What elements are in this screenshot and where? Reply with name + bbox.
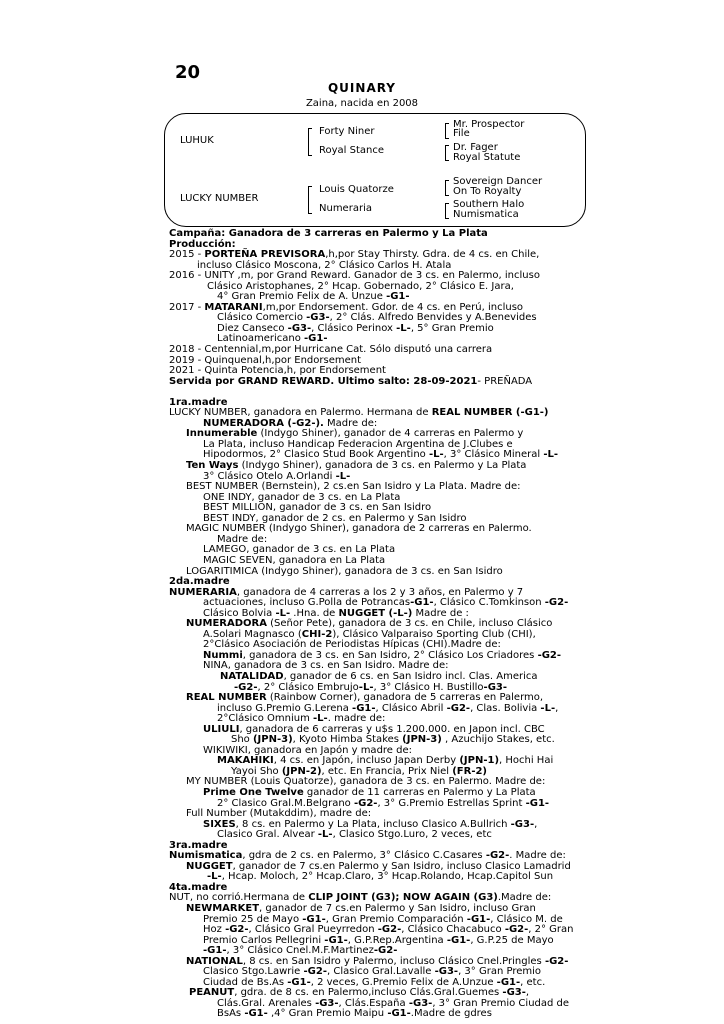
text-segment: LAMEGO, ganador de 3 cs. en La Plata xyxy=(203,544,396,556)
text-line xyxy=(169,830,569,841)
text-segment: -G1- xyxy=(410,597,434,609)
text-segment: actuaciones, incluso G.Polla de Potrancas xyxy=(203,597,411,609)
text-segment: Hipodormos, 2° Clasico Stud Book Argentino xyxy=(203,449,429,461)
text-segment: Clasico Stgo.Lawrie xyxy=(203,966,304,978)
text-segment: -G3- xyxy=(483,681,508,693)
text-segment: NATIONAL xyxy=(186,955,243,967)
text-segment: , Hochi Hai xyxy=(499,755,554,767)
horse-name: QUINARY xyxy=(327,81,396,95)
text-segment: -L- xyxy=(396,322,411,334)
text-segment: -L- xyxy=(275,607,291,619)
text-segment: Producción: xyxy=(169,238,236,250)
text-segment: , ganadora de 6 carreras y u$s 1.200.000. en Japon incl. CBC xyxy=(239,723,545,735)
pedigree-box xyxy=(164,113,586,227)
text-segment: -G2- xyxy=(537,649,562,661)
text-segment: -G1- xyxy=(525,797,550,809)
text-segment: REAL NUMBER (-G1-) xyxy=(431,407,549,419)
text-segment: BEST MILLION, ganador de 3 cs. en San Isidro xyxy=(203,502,432,514)
text-segment: 4ta.madre xyxy=(169,881,228,893)
text-segment: Premio 25 de Mayo xyxy=(203,913,303,925)
text-segment: -G1- xyxy=(302,913,326,925)
text-segment: , 2° Gran xyxy=(528,924,574,936)
text-segment: Clás.Gral. Arenales xyxy=(217,997,316,1009)
text-segment: 2°Clásico Omnium xyxy=(217,713,314,725)
text-segment: La Plata, incluso Handicap Federacion Argentina de J.Clubes e xyxy=(203,438,513,450)
text-segment: BEST INDY, ganador de 2 cs. en Palermo y San Isidro xyxy=(203,512,467,524)
text-segment: MY NUMBER (Louis Quatorze), ganadora de 3 cs. en Palermo. Madre de: xyxy=(186,776,546,788)
text-segment: , Kyoto Himba Stakes xyxy=(292,734,403,746)
text-segment: -G1- xyxy=(244,1008,268,1020)
text-segment: Clásico Comercio xyxy=(217,312,307,324)
text-segment: , Clas. Bolivia xyxy=(470,702,541,714)
text-segment: 1ra.madre xyxy=(169,396,228,408)
text-segment: BEST NUMBER (Bernstein), 2 cs.en San Isidro y La Plata. Madre de: xyxy=(186,481,521,493)
text-segment: -G1- xyxy=(304,333,328,345)
text-segment: Sho xyxy=(231,734,253,746)
text-segment: , 3° G.Premio Estrellas Sprint xyxy=(377,797,526,809)
text-segment: -G2- xyxy=(373,945,398,957)
text-segment: Clasico Gral. Alvear xyxy=(217,829,318,841)
text-segment: 2°Clásico Asociación de Periodistas Hípicas (CHI).Madre de: xyxy=(203,639,501,651)
text-segment: , Clasico Stgo.Luro, 2 veces, etc xyxy=(332,829,492,841)
text-segment: (Indygo Shiner), ganadora de 3 cs. en Palermo y La Plata xyxy=(238,460,527,472)
text-segment: -G2- xyxy=(377,924,402,936)
text-segment: 2017 - xyxy=(169,301,205,313)
text-segment: CHI-2 xyxy=(301,628,333,640)
text-segment: -G2- xyxy=(446,702,471,714)
text-segment: , ganadora de 3 cs. en San Isidro, 2° Clásico Los Criadores xyxy=(242,649,538,661)
text-segment: , ganador de 7 cs.en Palermo y San Isidro, incluso Gran xyxy=(259,903,536,914)
text-segment: -L- xyxy=(428,449,444,461)
text-segment: (JPN-2) xyxy=(281,765,322,777)
text-segment: BsAs xyxy=(217,1008,245,1020)
pedigree-dam-dam: Numeraria xyxy=(319,203,372,214)
pedigree-sire: LUHUK xyxy=(180,135,214,146)
text-segment: Madre de: xyxy=(323,417,378,429)
text-segment: ,4° Gran Premio Maipu xyxy=(267,1008,388,1020)
text-segment: MATARANI xyxy=(204,301,263,313)
text-segment: 2021 - Quinta Potencia,h, por Endorsement xyxy=(169,365,386,377)
text-line xyxy=(169,387,569,398)
text-segment: -G1- xyxy=(324,934,348,946)
text-segment: Premio Carlos Pellegrini xyxy=(203,934,325,946)
text-segment: MAGIC NUMBER (Indygo Shiner), ganadora de 2 carreras en Palermo. xyxy=(186,523,532,535)
text-segment: ), Clásico Valparaiso Sporting Club (CHI), xyxy=(332,628,536,640)
text-segment: (Indygo Shiner), ganador de 4 carreras en Palermo y xyxy=(257,428,524,440)
text-segment: , etc. En Francia, Prix Niel xyxy=(321,765,453,777)
text-segment: Campaña: Ganadora de 3 carreras en Palermo y La Plata xyxy=(169,228,488,239)
text-segment: SIXES xyxy=(203,818,236,830)
text-segment: . Madre de: xyxy=(509,850,566,862)
text-segment: - PREÑADA xyxy=(477,375,533,387)
text-line xyxy=(169,872,569,883)
text-segment: , Hcap. Moloch, 2° Hcap.Claro, 3° Hcap.Rolando, Hcap.Capitol Sun xyxy=(221,871,554,883)
text-segment: Latinoamericano xyxy=(217,333,305,345)
pedigree-ddd: Numismatica xyxy=(453,209,519,220)
text-segment: , Clásico Gral Pueyrredon xyxy=(248,924,378,936)
text-segment: (Señor Pete), ganadora de 3 cs. en Chile, incluso Clásico xyxy=(266,618,553,630)
horse-subtitle: Zaina, nacida en 2008 xyxy=(305,98,419,109)
text-segment: Clásico Bolvia xyxy=(203,607,276,619)
text-segment: ganador de 11 carreras en Palermo y La Plata xyxy=(303,786,536,798)
text-segment: 2015 - xyxy=(169,249,205,261)
pedigree-dss: Sovereign Dancer xyxy=(453,176,543,187)
text-segment: MAKAHIKI xyxy=(217,755,274,767)
text-segment: A.Solari Magnasco ( xyxy=(203,628,302,640)
text-segment: 3ra.madre xyxy=(169,839,228,851)
pedigree-dam: LUCKY NUMBER xyxy=(180,193,259,204)
text-segment: , 3° Gran Premio Ciudad de xyxy=(432,997,570,1009)
text-segment: .Hna. de xyxy=(290,607,339,619)
text-segment: , Clás.España xyxy=(338,997,409,1009)
text-segment: 2019 - Quinquenal,h,por Endorsement xyxy=(169,354,362,366)
text-segment: 4° Gran Premio Felix de A. Unzue xyxy=(217,291,387,303)
pedigree-sds: Dr. Fager xyxy=(453,142,498,153)
text-segment: Madre de : xyxy=(412,607,469,619)
text-segment: -G3- xyxy=(502,987,526,999)
text-segment: ,m,por Endorsement. Gdor. de 4 cs. en Perú, incluso xyxy=(262,301,524,313)
text-segment: , xyxy=(534,818,538,830)
text-segment: , gdra de 2 cs. en Palermo, 3° Clásico C.Casares xyxy=(242,850,486,862)
text-segment: Ciudad de Bs.As xyxy=(203,976,288,988)
pedigree-ssd: File xyxy=(453,128,470,139)
text-segment: incluso G.Premio G.Lerena xyxy=(217,702,353,714)
text-segment: , Clasico Gral.Lavalle xyxy=(326,966,435,978)
text-segment: ,h,por Stay Thirsty. Gdra. de 4 cs. en Chile, xyxy=(325,249,540,261)
text-segment: PORTEÑA PREVISORA xyxy=(204,249,326,261)
text-segment: , G.P.25 de Mayo xyxy=(470,934,554,946)
text-segment: -G1- xyxy=(287,976,311,988)
text-segment: Full Number (Mutakddim), madre de: xyxy=(186,808,372,820)
text-segment: (JPN-1) xyxy=(459,755,500,767)
text-segment: REAL NUMBER xyxy=(186,692,267,704)
text-segment: , Azuchijo Stakes, etc. xyxy=(441,734,555,746)
text-segment: NEWMARKET xyxy=(186,903,260,914)
lot-number: 20 xyxy=(175,62,201,83)
text-segment: (JPN-3) xyxy=(252,734,293,746)
text-segment: -G3- xyxy=(510,818,535,830)
text-segment: , 3° Gran Premio xyxy=(458,966,542,978)
text-segment: LUCKY NUMBER, ganadora en Palermo. Hermana de xyxy=(169,407,432,419)
text-segment: , G.P.Rep.Argentina xyxy=(347,934,447,946)
text-segment: , xyxy=(525,987,530,999)
text-segment: Servida por GRAND REWARD. Ultimo salto: 28-09-2021 xyxy=(169,375,478,387)
text-segment: ONE INDY, ganador de 3 cs. en La Plata xyxy=(203,491,401,503)
text-segment: NUMERADORA (-G2-). xyxy=(203,417,324,429)
text-segment: , 3° Clásico Cnel.M.F.Martinez xyxy=(226,945,374,957)
pedigree-sdd: Royal Statute xyxy=(453,152,521,163)
pedigree-dds: Southern Halo xyxy=(453,199,525,210)
text-segment: -G3- xyxy=(287,322,312,334)
text-segment: , 8 cs. en Palermo y La Plata, incluso Clasico A.Bullrich xyxy=(235,818,511,830)
text-segment: , gdra. de 8 cs. en Palermo,incluso Clás.Gral.Guemes xyxy=(234,987,503,999)
text-segment: Innumerable xyxy=(186,428,258,440)
text-segment: PEANUT xyxy=(189,987,235,999)
text-segment: -L- xyxy=(317,829,333,841)
text-segment: Hoz xyxy=(203,924,226,936)
text-segment: , etc. xyxy=(520,976,546,988)
text-segment: -L- xyxy=(207,871,222,883)
text-segment: -G2- xyxy=(485,850,510,862)
text-segment: -L- xyxy=(335,470,351,482)
pedigree-sire-sire: Forty Niner xyxy=(319,126,375,137)
text-segment: -G3- xyxy=(408,997,433,1009)
text-segment: 2° Clasico Gral.M.Belgrano xyxy=(217,797,354,809)
pedigree-bracket xyxy=(308,186,312,214)
text-segment: 3° Clásico Otelo A.Orlandi xyxy=(203,470,336,482)
text-segment: Diez Canseco xyxy=(217,322,288,334)
text-segment: -G1- xyxy=(446,934,471,946)
text-segment: , Gran Premio Comparación xyxy=(325,913,467,925)
text-segment: -G3- xyxy=(306,312,330,324)
text-segment: -G2- xyxy=(303,966,327,978)
pedigree-bracket xyxy=(445,123,449,139)
text-segment: , 3° Clásico Mineral xyxy=(443,449,544,461)
text-segment: LOGARITIMICA (Indygo Shiner), ganadora de 3 cs. en San Isidro xyxy=(186,565,503,577)
text-segment: MAGIC SEVEN, ganadora en La Plata xyxy=(203,554,386,566)
text-segment: Clásico Aristophanes, 2° Hcap. Gobernado, 2° Clásico E. Jara, xyxy=(207,280,514,292)
text-segment: (FR-2) xyxy=(452,765,487,777)
text-segment: , 2° Clásico Embrujo xyxy=(257,681,359,693)
text-segment: -G2- xyxy=(544,597,569,609)
text-segment: Prime One Twelve xyxy=(203,786,304,798)
text-segment: -G2- xyxy=(353,797,378,809)
text-segment: -G2- xyxy=(225,924,249,936)
text-segment: -G1- xyxy=(496,976,521,988)
text-segment: -G3- xyxy=(434,966,459,978)
pedigree-bracket xyxy=(445,145,449,161)
text-segment: , Clásico Chacabuco xyxy=(401,924,505,936)
pedigree-dam-sire: Louis Quatorze xyxy=(319,184,394,195)
text-segment: CLIP JOINT (G3); NOW AGAIN (G3) xyxy=(308,892,498,904)
text-segment: , 5° Gran Premio xyxy=(410,322,494,334)
text-segment: 2018 - Centennial,m,por Hurricane Cat. Sólo disputó una carrera xyxy=(169,344,493,356)
text-segment: , Clásico Perinox xyxy=(311,322,397,334)
text-segment: , 8 cs. en San Isidro y Palermo, incluso Clásico Cnel.Pringles xyxy=(242,955,545,967)
text-segment: (JPN-3) xyxy=(402,734,442,746)
text-segment: -G1- xyxy=(386,291,410,303)
text-segment: , Clásico M. de xyxy=(490,913,563,925)
text-segment: incluso Clásico Moscona, 2° Clásico Carlos H. Atala xyxy=(197,259,452,271)
text-line xyxy=(169,1009,569,1020)
text-segment: -G2- xyxy=(544,955,569,967)
text-segment: .Madre de: xyxy=(497,892,552,904)
text-segment: -G2- xyxy=(234,681,258,693)
pedigree-sss: Mr. Prospector xyxy=(453,119,525,130)
text-segment: , 3° Clásico H. Bustillo xyxy=(373,681,484,693)
text-segment: -L- xyxy=(313,713,328,725)
text-segment: , 2° Clás. Alfredo Benvides y A.Benevides xyxy=(329,312,537,324)
text-segment: -L- xyxy=(358,681,374,693)
text-segment: 2016 - UNITY ,m, por Grand Reward. Ganador de 3 cs. en Palermo, incluso xyxy=(169,270,540,282)
text-segment: -G1- xyxy=(387,1008,411,1020)
text-segment: -G2- xyxy=(504,924,529,936)
text-segment: NINA, ganadora de 3 cs. en San Isidro. Madre de: xyxy=(203,660,449,672)
text-segment: Madre de: xyxy=(217,533,268,545)
text-segment: .Madre de gdres xyxy=(410,1008,492,1020)
text-segment: NUMERARIA xyxy=(169,586,237,598)
pedigree-dsd: On To Royalty xyxy=(453,186,522,197)
text-segment: NUGGET xyxy=(186,860,233,872)
text-segment: , Clásico C.Tomkinson xyxy=(433,597,545,609)
text-segment: ULIULI xyxy=(203,723,240,735)
text-segment: 2da.madre xyxy=(169,576,230,588)
text-segment: -G1- xyxy=(466,913,491,925)
text-segment: , 2 veces, G.Premio Felix de A.Unzue xyxy=(310,976,497,988)
text-segment: , Clásico Abril xyxy=(375,702,447,714)
text-segment: -L- xyxy=(543,449,558,461)
text-segment: , ganador de 6 cs. en San Isidro incl. Clas. America xyxy=(283,670,538,682)
text-segment: . madre de: xyxy=(327,713,386,725)
text-segment: NUMERADORA xyxy=(186,618,267,630)
text-segment: , 4 cs. en Japón, incluso Japan Derby xyxy=(273,755,460,767)
text-segment: Yayoi Sho xyxy=(231,765,282,777)
pedigree-bracket xyxy=(308,128,312,156)
text-segment: -G3- xyxy=(315,997,339,1009)
text-segment: , ganador de 7 cs.en Palermo y San Isidro, incluso Clasico Lamadrid xyxy=(232,860,571,872)
text-segment: NATALIDAD xyxy=(220,670,284,682)
text-segment: Nummi xyxy=(203,649,243,661)
catalog-text xyxy=(169,228,574,1020)
text-segment: NUT, no corrió.Hermana de xyxy=(169,892,309,904)
text-segment: WIKIWIKI, ganadora en Japón y madre de: xyxy=(203,744,413,756)
pedigree-bracket xyxy=(445,180,449,196)
text-segment: -G1- xyxy=(203,945,227,957)
text-segment: Numismatica xyxy=(169,850,243,862)
text-segment: -G1- xyxy=(352,702,376,714)
pedigree-sire-dam: Royal Stance xyxy=(319,145,385,156)
text-line xyxy=(169,377,569,388)
text-segment: NUGGET (-L-) xyxy=(338,607,413,619)
pedigree-bracket xyxy=(445,203,449,219)
text-segment: Ten Ways xyxy=(186,460,239,472)
text-segment: (Rainbow Corner), ganadora de 5 carreras en Palermo, xyxy=(266,692,544,704)
text-segment: , ganadora de 4 carreras a los 2 y 3 años, en Palermo y 7 xyxy=(236,586,524,598)
text-segment: -L- xyxy=(540,702,556,714)
text-segment: , xyxy=(555,702,559,714)
